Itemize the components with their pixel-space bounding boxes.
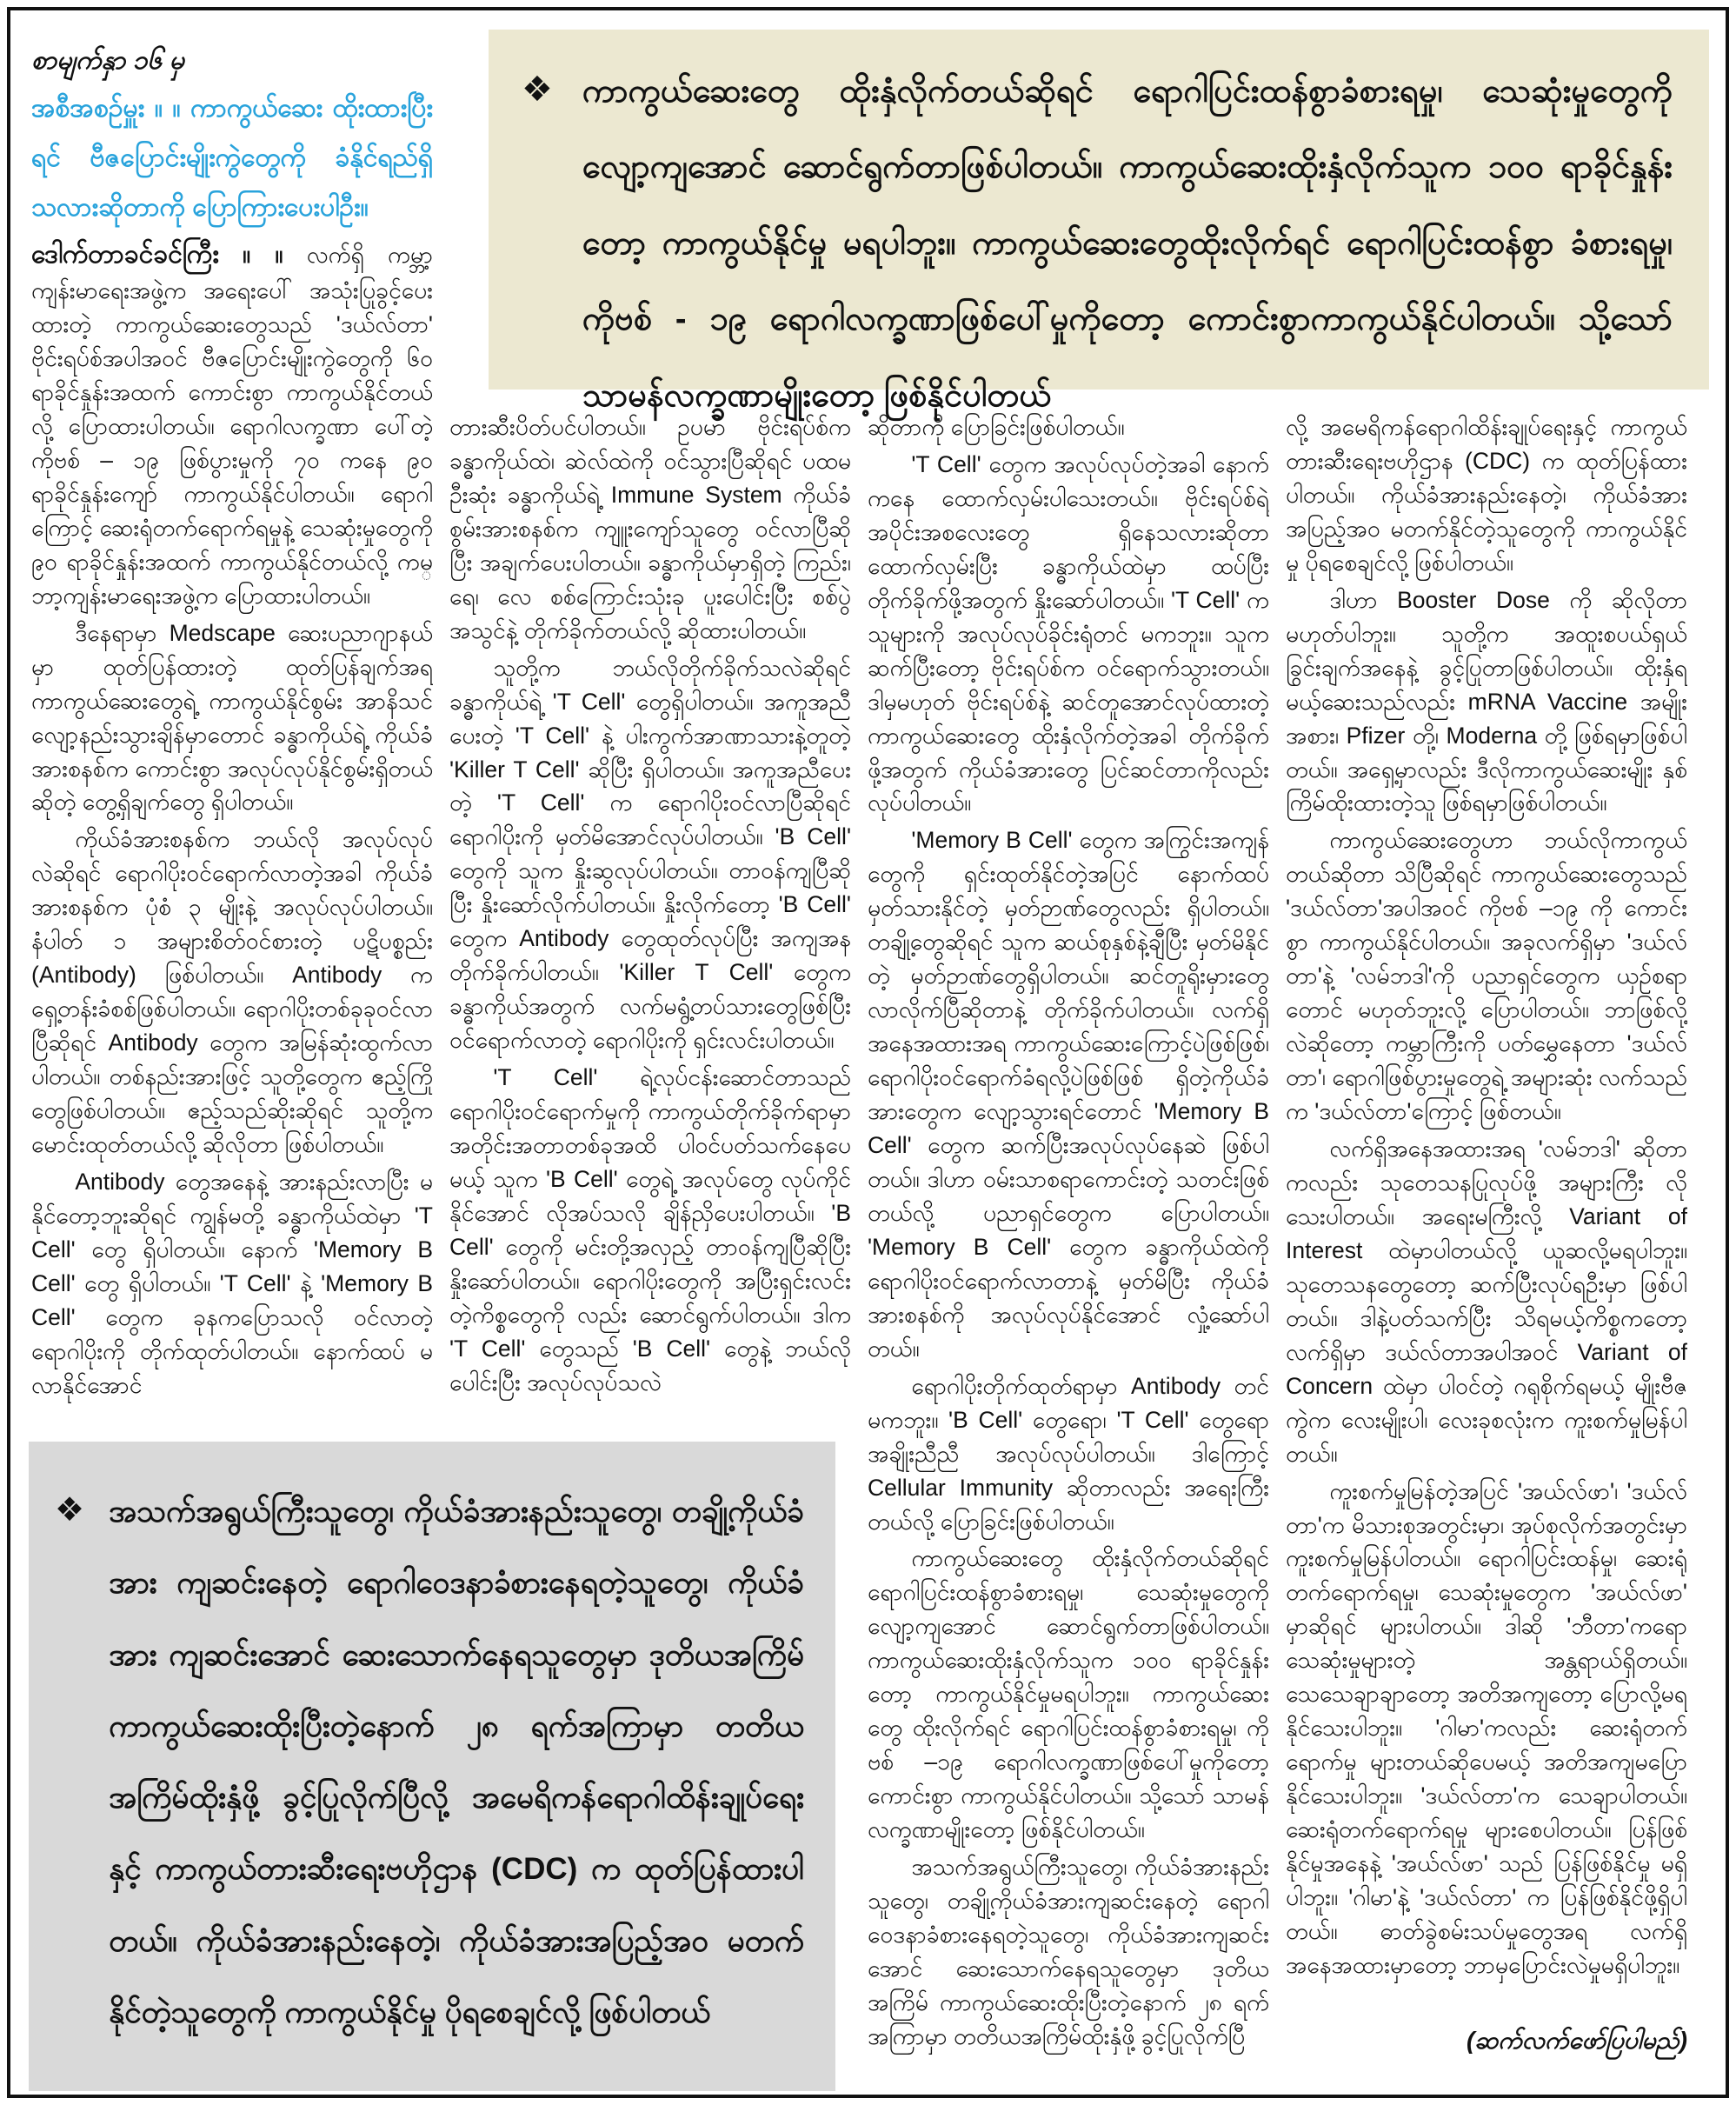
article-paragraph: ကာကွယ်ဆေးတွေဟာ ဘယ်လိုကာကွယ်တယ်ဆိုတာ သိပြီဆိုရင် ကာကွယ်ဆေးတွေသည် 'ဒယ်လ်တာ'အပါအဝင် ကိုဗစ် –၁၉ ကို ကောင်းစွာ ကာကွယ်နိုင်ပါတယ်။ အခုလက်ရှိမှာ 'ဒယ်လ်တာ'နဲ့ 'လမ်ဘဒါ'ကို ပညာရှင်တွေက ယှဉ်စရာတောင် မဟုတ်ဘူးလို့ ပြောပါတယ်။ ဘာဖြစ်လို့လဲဆိုတော့ ကမ္ဘာကြီးကို ပတ်မွှေနေတာ 'ဒယ်လ်တာ'၊ ရောဂါဖြစ်ပွားမှုတွေရဲ့ အများဆုံး လက်သည်က 'ဒယ်လ်တာ'ကြောင့် ဖြစ်တယ်။: [1286, 827, 1687, 1125]
qa-separator-2: ။ ။: [243, 240, 283, 270]
pull-quote-bottom: [29, 1442, 835, 2091]
diamond-bullet-icon: ❖: [55, 1492, 85, 1529]
pull-quote-top-text: ကာကွယ်ဆေးတွေ ထိုးနှံလိုက်တယ်ဆိုရင် ရောဂါပြင်းထန်စွာခံစားရမှု၊ သေဆုံးမှုတွေကို လျော့ကျအောင် ဆောင်ရွက်တာဖြစ်ပါတယ်။ ကာကွယ်ဆေးထိုးနှံလိုက်သူက ၁၀၀ ရာခိုင်နှုန်းတော့ ကာကွယ်နိုင်မှု မရပါဘူး။ ကာကွယ်ဆေးတွေထိုးလိုက်ရင် ရောဂါပြင်းထန်စွာ ခံစားရမှု၊ ကိုဗစ် - ၁၉ ရောဂါလက္ခဏာဖြစ်ပေါ်မှုကိုတော့ ကောင်းစွာကာကွယ်နိုင်ပါတယ်။ သို့သော် သာမန်လက္ခဏာမျိုးတော့ ဖြစ်နိုင်ပါတယ်: [582, 73, 1673, 414]
column-4: [1286, 410, 1687, 2015]
column-1: [31, 42, 433, 1433]
article-paragraph: ကိုယ်ခံအားစနစ်က ဘယ်လို အလုပ်လုပ်လဲဆိုရင် ရောဂါပိုးဝင်ရောက်လာတဲ့အခါ ကိုယ်ခံအားစနစ်က ပုံစံ ၃ မျိုးနဲ့ အလုပ်လုပ်ပါတယ်။ နံပါတ် ၁ အများစိတ်ဝင်စားတဲ့ ပဋိပစ္စည်း (Antibody) ဖြစ်ပါတယ်။ Antibody က ရှေ့တန်းခံစစ်ဖြစ်ပါတယ်။ ရောဂါပိုးတစ်ခုခုဝင်လာပြီဆိုရင် Antibody တွေက အမြန်ဆုံးထွက်လာပါတယ်။ တစ်နည်းအားဖြင့် သူတို့တွေက ဧည့်ကြိုတွေဖြစ်ပါတယ်။ ဧည့်သည်ဆိုးဆိုရင် သူတို့က မောင်းထုတ်တယ်လို့ ဆိုလိုတာ ဖြစ်ပါတယ်။: [31, 826, 433, 1158]
column-3: [868, 410, 1269, 2082]
article-paragraph: Antibody တွေအနေနဲ့ အားနည်းလာပြီး မနိုင်တော့ဘူးဆိုရင် ကျွန်မတို့ ခန္ဓာကိုယ်ထဲမှာ 'T Cell' တွေ ရှိပါတယ်။ နောက် 'Memory B Cell' တွေ ရှိပါတယ်။ 'T Cell' နဲ့ 'Memory B Cell' တွေက ခုနကပြောသလို ဝင်လာတဲ့ရောဂါပိုးကို တိုက်ထုတ်ပါတယ်။ နောက်ထပ် မလာနိုင်အောင်: [31, 1168, 433, 1398]
answer-paragraph: [31, 236, 433, 613]
article-paragraph: သူတို့က ဘယ်လိုတိုက်ခိုက်သလဲဆိုရင် ခန္ဓာကိုယ်ရဲ့ 'T Cell' တွေရှိပါတယ်။ အကူအညီပေးတဲ့ 'T Cell' နဲ့ ပါးကွက်အာဏာသားနဲ့တူတဲ့ 'Killer T Cell' ဆိုပြီး ရှိပါတယ်။ အကူအညီပေးတဲ့ 'T Cell' က ရောဂါပိုးဝင်လာပြီဆိုရင် ရောဂါပိုးကို မှတ်မိအောင်လုပ်ပါတယ်။ 'B Cell' တွေကို သူက နှိုးဆွလုပ်ပါတယ်။ တာဝန်ကျပြီဆိုပြီး နှိုးဆော်လိုက်ပါတယ်။ နှိုးလိုက်တော့ 'B Cell' တွေက Antibody တွေထုတ်လုပ်ပြီး အကျအန တိုက်ခိုက်ပါတယ်။ 'Killer T Cell' တွေက ခန္ဓာကိုယ်အတွက် လက်မရွံ့တပ်သားတွေဖြစ်ပြီး ဝင်ရောက်လာတဲ့ ရောဂါပိုးကို ရှင်းလင်းပါတယ်။: [449, 654, 851, 1054]
column-2: [449, 410, 851, 1435]
article-paragraph: 'Memory B Cell' တွေက အကြွင်းအကျန်တွေကို ရှင်းထုတ်နိုင်တဲ့အပြင် နောက်ထပ် မှတ်သားနိုင်တဲ့ မှတ်ဉာဏ်တွေလည်း ရှိပါတယ်။ တချို့တွေဆိုရင် သူက ဆယ်စုနှစ်နဲ့ချီပြီး မှတ်မိနိုင်တဲ့ မှတ်ဉာဏ်တွေရှိပါတယ်။ ဆင်တူရိုးမှားတွေ လာလိုက်ပြီဆိုတာနဲ့ တိုက်ခိုက်ပါတယ်။ လက်ရှိအနေအထားအရ ကာကွယ်ဆေးကြောင့်ပဲဖြစ်ဖြစ်၊ ရောဂါပိုးဝင်ရောက်ခံရလို့ပဲဖြစ်ဖြစ် ရှိတဲ့ကိုယ်ခံအားတွေက လျော့သွားရင်တောင် 'Memory B Cell' တွေက ဆက်ပြီးအလုပ်လုပ်နေဆဲ ဖြစ်ပါတယ်။ ဒါဟာ ဝမ်းသာစရာကောင်းတဲ့ သတင်းဖြစ်တယ်လို့ ပညာရှင်တွေက ပြောပါတယ်။ 'Memory B Cell' တွေက ခန္ဓာကိုယ်ထဲကို ရောဂါပိုးဝင်ရောက်လာတာနဲ့ မှတ်မိပြီး ကိုယ်ခံအားစနစ်ကို အလုပ်လုပ်နိုင်အောင် လှုံ့ဆော်ပါတယ်။: [868, 827, 1269, 1362]
qa-separator: ။ ။: [154, 94, 181, 123]
answer-body: လက်ရှိ ကမ္ဘာ့ကျန်းမာရေးအဖွဲ့က အရေးပေါ် အသုံးပြုခွင့်ပေးထားတဲ့ ကာကွယ်ဆေးတွေသည် 'ဒယ်လ်တာ' ဗိုင်းရပ်စ်အပါအဝင် ဗီဇပြောင်းမျိုးကွဲတွေကို ၆၀ ရာခိုင်နှုန်းအထက် ကောင်းစွာ ကာကွယ်နိုင်တယ်လို့ ပြောထားပါတယ်။ ရောဂါလက္ခဏာ ပေါ်တဲ့ ကိုဗစ် – ၁၉ ဖြစ်ပွားမှုကို ၇၀ ကနေ ၉၀ ရာခိုင်နှုန်းကျော် ကာကွယ်နိုင်ပါတယ်။ ရောဂါကြောင့် ဆေးရုံတက်ရောက်ရမှုနဲ့ သေဆုံးမှုတွေကို ၉၀ ရာခိုင်နှုန်းအထက် ကာကွယ်နိုင်တယ်လို့ ကမ္ဘာ့ကျန်းမာရေးအဖွဲ့က ပြောထားပါတယ်။: [31, 242, 433, 609]
to-be-continued-note: (ဆက်လက်ဖော်ပြပါမည်): [1466, 2027, 1687, 2054]
article-paragraph: ဒါဟာ Booster Dose ကို ဆိုလိုတာမဟုတ်ပါဘူး။ သူတို့က အထူးစပယ်ရှယ် ခြွင်းချက်အနေနဲ့ ခွင့်ပြုတာဖြစ်ပါတယ်။ ထိုးနှံရမယ့်ဆေးသည်လည်း mRNA Vaccine အမျိုးအစား၊ Pfizer တို့၊ Moderna တို့ ဖြစ်ရမှာဖြစ်ပါတယ်။ အရှေ့မှာလည်း ဒီလိုကာကွယ်ဆေးမျိုး နှစ်ကြိမ်ထိုးထားတဲ့သူ ဖြစ်ရမှာဖြစ်ပါတယ်။: [1286, 586, 1687, 816]
question-label: အစီအစဉ်မှူး: [31, 94, 145, 123]
page-ref: စာမျက်နှာ ၁၆ မှ: [31, 46, 184, 75]
diamond-bullet-icon: ❖: [522, 70, 553, 109]
question-text: ကာကွယ်ဆေး ထိုးထားပြီးရင် ဗီဇပြောင်းမျိုးကွဲတွေကို ခံနိုင်ရည်ရှိသလားဆိုတာကို ပြောကြားပေးပါဦး။: [31, 94, 433, 223]
article-paragraph: ဆိုတာကို ပြောခြင်းဖြစ်ပါတယ်။: [868, 414, 1125, 440]
pull-quote-top: [489, 30, 1709, 414]
answer-speaker-name: ဒေါက်တာခင်ခင်ကြီး: [31, 240, 219, 270]
article-paragraph: အသက်အရွယ်ကြီးသူတွေ၊ ကိုယ်ခံအားနည်းသူတွေ၊ တချို့ကိုယ်ခံအားကျဆင်းနေတဲ့ ရောဂါဝေဒနာခံစားနေရတဲ့သူတွေ၊ ကိုယ်ခံအားကျဆင်းအောင် ဆေးသောက်နေရသူတွေမှာ ဒုတိယအကြိမ် ကာကွယ်ဆေးထိုးပြီးတဲ့နောက် ၂၈ ရက်အကြာမှာ တတိယအကြိမ်ထိုးနှံဖို့ ခွင့်ပြုလိုက်ပြီ: [868, 1854, 1269, 2049]
article-paragraph: လို့ အမေရိကန်ရောဂါထိန်းချုပ်ရေးနှင့် ကာကွယ်တားဆီးရေးဗဟိုဌာန (CDC) က ထုတ်ပြန်ထားပါတယ်။ ကိုယ်ခံအားနည်းနေတဲ့၊ ကိုယ်ခံအားအပြည့်အဝ မတက်နိုင်တဲ့သူတွေကို ကာကွယ်နိုင်မှု ပိုရစေချင်လို့ ဖြစ်ပါတယ်။: [1286, 414, 1687, 576]
article-paragraph: ကူးစက်မှုမြန်တဲ့အပြင် 'အယ်လ်ဖာ'၊ 'ဒယ်လ်တာ'က မိသားစုအတွင်းမှာ၊ အုပ်စုလိုက်အတွင်းမှာ ကူးစက်မှုမြန်ပါတယ်။ ရောဂါပြင်းထန်မှု၊ ဆေးရုံတက်ရောက်ရမှု၊ သေဆုံးမှုတွေက 'အယ်လ်ဖာ' မှာဆိုရင် များပါတယ်။ ဒါဆို 'ဘီတာ'ကရော သေဆုံးမှုများတဲ့ အန္တရာယ်ရှိတယ်။ သေသေချာချာတော့ အတိအကျတော့ ပြောလို့မရနိုင်သေးပါဘူး။ 'ဂါမာ'ကလည်း ဆေးရုံတက်ရောက်မှု များတယ်ဆိုပေမယ့် အတိအကျမပြောနိုင်သေးပါဘူး။ 'ဒယ်လ်တာ'က သေချာပါတယ်။ ဆေးရုံတက်ရောက်ရမှု များစေပါတယ်။ ပြန်ဖြစ်နိုင်မှုအနေနဲ့ 'အယ်လ်ဖာ' သည် ပြန်ဖြစ်နိုင်မှု မရှိပါဘူး။ 'ဂါမာ'နဲ့ 'ဒယ်လ်တာ' က ပြန်ဖြစ်နိုင်ဖို့ရှိပါတယ်။ ဓာတ်ခွဲစမ်းသပ်မှုတွေအရ လက်ရှိအနေအထားမှာတော့ ဘာမှပြောင်းလဲမှုမရှိပါဘူး။: [1286, 1477, 1687, 1978]
article-paragraph: 'T Cell' တွေက အလုပ်လုပ်တဲ့အခါ နောက်ကနေ ထောက်လှမ်းပါသေးတယ်။ ဗိုင်းရပ်စ်ရဲ့ အပိုင်းအစလေးတွေ ရှိနေသလားဆိုတာ ထောက်လှမ်းပြီး ခန္ဓာကိုယ်ထဲမှာ ထပ်ပြီးတိုက်ခိုက်ဖို့အတွက် နှိုးဆော်ပါတယ်။ 'T Cell' က သူများကို အလုပ်လုပ်ခိုင်းရုံတင် မကဘူး။ သူက ဆက်ပြီးတော့ ဗိုင်းရပ်စ်က ဝင်ရောက်သွားတယ်။ ဒါမှမဟုတ် ဗိုင်းရပ်စ်နဲ့ ဆင်တူအောင်လုပ်ထားတဲ့ ကာကွယ်ဆေးတွေ ထိုးနှံလိုက်တဲ့အခါ တိုက်ခိုက်ဖို့အတွက် ကိုယ်ခံအားတွေ ပြင်ဆင်တာကိုလည်း လုပ်ပါတယ်။: [868, 450, 1269, 816]
article-paragraph: ကာကွယ်ဆေးတွေ ထိုးနှံလိုက်တယ်ဆိုရင် ရောဂါပြင်းထန်စွာခံစားရမှု၊ သေဆုံးမှုတွေကို လျော့ကျအောင် ဆောင်ရွက်တာဖြစ်ပါတယ်။ ကာကွယ်ဆေးထိုးနှံလိုက်သူက ၁၀၀ ရာခိုင်နှုန်းတော့ ကာကွယ်နိုင်မှုမရပါဘူး။ ကာကွယ်ဆေးတွေ ထိုးလိုက်ရင် ရောဂါပြင်းထန်စွာခံစားရမှု၊ ကိုဗစ် –၁၉ ရောဂါလက္ခဏာဖြစ်ပေါ်မှုကိုတော့ ကောင်းစွာ ကာကွယ်နိုင်ပါတယ်။ သို့သော် သာမန်လက္ခဏာမျိုးတော့ ဖြစ်နိုင်ပါတယ်။: [868, 1545, 1269, 1843]
article-paragraph: လက်ရှိအနေအထားအရ 'လမ်ဘဒါ' ဆိုတာကလည်း သုတေသနပြုလုပ်ဖို့ အများကြီး လိုသေးပါတယ်။ အရေးမကြီးလို့ Variant of Interest ထဲမှာပါတယ်လို့ ယူဆလို့မရပါဘူး။ သုတေသနတွေတော့ ဆက်ပြီးလုပ်ရဦးမှာ ဖြစ်ပါတယ်။ ဒါနဲ့ပတ်သက်ပြီး သိရမယ့်ကိစ္စကတော့ လက်ရှိမှာ ဒယ်လ်တာအပါအဝင် Variant of Concern ထဲမှာ ပါဝင်တဲ့ ဂရုစိုက်ရမယ့် မျိုးဗီဇကွဲက လေးမျိုးပါ၊ လေးခုစလုံးက ကူးစက်မှုမြန်ပါတယ်။: [1286, 1136, 1687, 1467]
interviewer-question: [31, 83, 433, 232]
pull-quote-bottom-text: အသက်အရွယ်ကြီးသူတွေ၊ ကိုယ်ခံအားနည်းသူတွေ၊ တချို့ကိုယ်ခံအား ကျဆင်းနေတဲ့ ရောဂါဝေဒနာခံစားနေရတဲ့သူတွေ၊ ကိုယ်ခံအား ကျဆင်းအောင် ဆေးသောက်နေရသူတွေမှာ ဒုတိယအကြိမ် ကာကွယ်ဆေးထိုးပြီးတဲ့နောက် ၂၈ ရက်အကြာမှာ တတိယအကြိမ်ထိုးနှံဖို့ ခွင့်ပြုလိုက်ပြီလို့ အမေရိကန်ရောဂါထိန်းချုပ်ရေးနှင့် ကာကွယ်တားဆီးရေးဗဟိုဌာန (CDC) က ထုတ်ပြန်ထားပါတယ်။ ကိုယ်ခံအားနည်းနေတဲ့၊ ကိုယ်ခံအားအပြည့်အဝ မတက်နိုင်တဲ့သူတွေကို ကာကွယ်နိုင်မှု ပိုရစေချင်လို့ ဖြစ်ပါတယ်: [109, 1495, 804, 2029]
article-paragraph: ဒီနေရာမှာ Medscape ဆေးပညာဂျာနယ်မှာ ထုတ်ပြန်ထားတဲ့ ထုတ်ပြန်ချက်အရ ကာကွယ်ဆေးတွေရဲ့ ကာကွယ်နိုင်စွမ်း အာနိသင်လျော့နည်းသွားချိန်မှာတောင် ခန္ဓာကိုယ်ရဲ့ ကိုယ်ခံအားစနစ်က ကောင်းစွာ အလုပ်လုပ်နိုင်စွမ်းရှိတယ်ဆိုတဲ့ တွေ့ရှိချက်တွေ ရှိပါတယ်။: [31, 619, 433, 816]
article-paragraph: ရောဂါပိုးတိုက်ထုတ်ရာမှာ Antibody တင်မကဘူး။ 'B Cell' တွေရော၊ 'T Cell' တွေရော အချိုးညီညီ အလုပ်လုပ်ပါတယ်။ ဒါကြောင့် Cellular Immunity ဆိုတာလည်း အရေးကြီးတယ်လို့ ပြောခြင်းဖြစ်ပါတယ်။: [868, 1372, 1269, 1535]
article-paragraph: တားဆီးပိတ်ပင်ပါတယ်။ ဥပမာ ဗိုင်းရပ်စ်က ခန္ဓာကိုယ်ထဲ၊ ဆဲလ်ထဲကို ဝင်သွားပြီဆိုရင် ပထမဦးဆုံး ခန္ဓာကိုယ်ရဲ့ Immune System ကိုယ်ခံစွမ်းအားစနစ်က ကျူးကျော်သူတွေ ဝင်လာပြီဆိုပြီး အချက်ပေးပါတယ်။ ခန္ဓာကိုယ်မှာရှိတဲ့ ကြည်း၊ ရေ၊ လေ စစ်ကြောင်းသုံးခု ပူးပေါင်းပြီး စစ်ပွဲအသွင်နဲ့ တိုက်ခိုက်တယ်လို့ ဆိုထားပါတယ်။: [449, 414, 851, 643]
article-paragraph: 'T Cell' ရဲ့လုပ်ငန်းဆောင်တာသည် ရောဂါပိုးဝင်ရောက်မှုကို ကာကွယ်တိုက်ခိုက်ရာမှာ အတိုင်းအတာတစ်ခုအထိ ပါဝင်ပတ်သက်နေပေမယ့် သူက 'B Cell' တွေရဲ့ အလုပ်တွေ လုပ်ကိုင်နိုင်အောင် လိုအပ်သလို ချိန်ညှိပေးပါတယ်။ 'B Cell' တွေကို မင်းတို့အလှည့် တာဝန်ကျပြီဆိုပြီး နှိုးဆော်ပါတယ်။ ရောဂါပိုးတွေကို အပြီးရှင်းလင်းတဲ့ကိစ္စတွေကို လည်း ဆောင်ရွက်ပါတယ်။ ဒါက 'T Cell' တွေသည် 'B Cell' တွေနဲ့ ဘယ်လိုပေါင်းပြီး အလုပ်လုပ်သလဲ: [449, 1064, 851, 1396]
